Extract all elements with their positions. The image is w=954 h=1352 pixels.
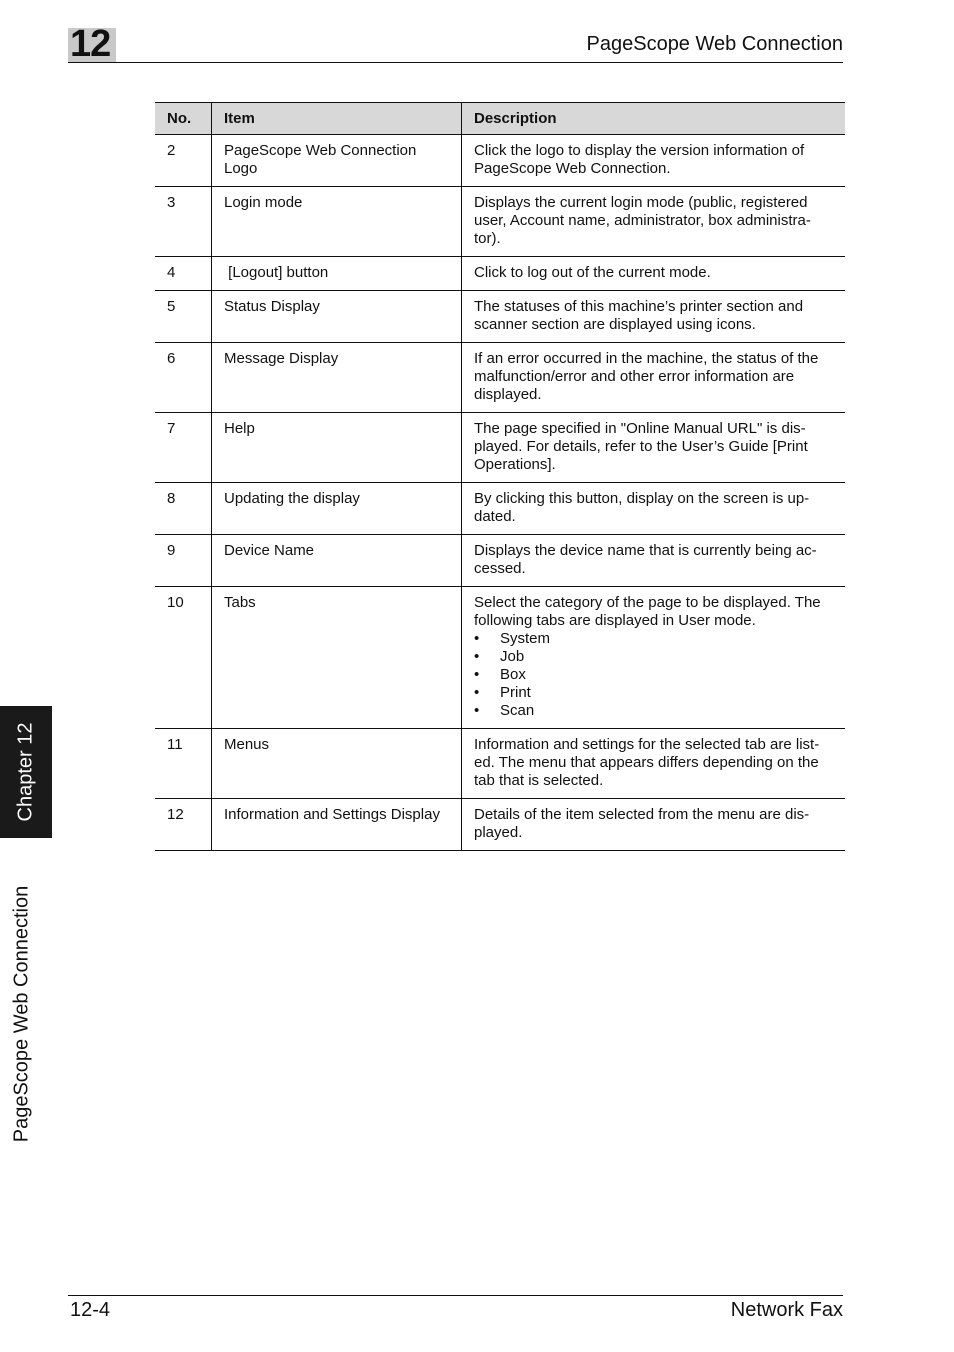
header-rule <box>68 62 843 63</box>
row-item: Help <box>212 413 462 483</box>
table-row <box>155 587 845 729</box>
row-item: Status Display <box>212 291 462 343</box>
table-row <box>155 799 845 851</box>
row-description: Displays the device name that is currently being ac-cessed. <box>462 535 846 587</box>
bullet-dot-icon: • <box>474 630 480 647</box>
row-number: 4 <box>155 257 212 291</box>
bullet-dot-icon: • <box>474 648 480 665</box>
row-description: Information and settings for the selected tab are list-ed. The menu that appears differs depending on the tab that is selected. <box>462 729 846 799</box>
row-item: Menus <box>212 729 462 799</box>
row-description: Select the category of the page to be displayed. The following tabs are displayed in User mode. <box>474 594 821 629</box>
row-description: Displays the current login mode (public, registered user, Account name, administrator, box administra-tor). <box>462 187 846 257</box>
side-chapter-label: Chapter 12 <box>14 722 37 822</box>
table-row <box>155 343 845 413</box>
row-number: 9 <box>155 535 212 587</box>
row-number: 6 <box>155 343 212 413</box>
bullet-label: Box <box>500 666 526 683</box>
description-table <box>155 102 845 851</box>
row-number: 11 <box>155 729 212 799</box>
table-row <box>155 729 845 799</box>
bullet-label: Scan <box>500 702 535 719</box>
row-number: 5 <box>155 291 212 343</box>
row-item: PageScope Web Connection Logo <box>212 135 462 187</box>
row-number: 3 <box>155 187 212 257</box>
row-description: Details of the item selected from the menu are dis-played. <box>462 799 846 851</box>
row-item: Login mode <box>212 187 462 257</box>
table-row <box>155 413 845 483</box>
row-item: Tabs <box>212 587 462 729</box>
footer-section: Network Fax <box>730 1299 843 1321</box>
row-number: 12 <box>155 799 212 851</box>
row-description: The statuses of this machine’s printer section and scanner section are displayed using icons. <box>462 291 846 343</box>
row-description: If an error occurred in the machine, the status of the malfunction/error and other error information are displayed. <box>462 343 846 413</box>
row-description: Click to log out of the current mode. <box>462 257 846 291</box>
row-item: Updating the display <box>212 483 462 535</box>
bullet-item <box>474 684 833 702</box>
table-row <box>155 135 845 187</box>
table-row <box>155 187 845 257</box>
column-header-description: Description <box>462 103 846 135</box>
column-header-no: No. <box>155 103 212 135</box>
row-number: 8 <box>155 483 212 535</box>
row-item: Device Name <box>212 535 462 587</box>
header-title: PageScope Web Connection <box>586 33 843 55</box>
bullet-item <box>474 702 833 720</box>
table-header-row <box>155 103 845 135</box>
row-number: 7 <box>155 413 212 483</box>
bullet-item <box>474 630 833 648</box>
bullet-dot-icon: • <box>474 702 480 719</box>
row-item: Information and Settings Display <box>212 799 462 851</box>
bullet-label: System <box>500 630 551 647</box>
bullet-label: Print <box>500 684 531 701</box>
table-row <box>155 483 845 535</box>
bullet-label: Job <box>500 648 525 665</box>
bullet-item <box>474 648 833 666</box>
side-section-label: PageScope Web Connection <box>10 885 33 1143</box>
column-header-item: Item <box>212 103 462 135</box>
footer-page-number: 12-4 <box>70 1299 111 1321</box>
bullet-dot-icon: • <box>474 666 480 683</box>
table-body <box>155 135 845 851</box>
footer-rule <box>68 1295 843 1296</box>
row-description: The page specified in "Online Manual URL" is dis-played. For details, refer to the User’s Guide [Print Operations]. <box>462 413 846 483</box>
table-row <box>155 291 845 343</box>
table-row <box>155 257 845 291</box>
table-row <box>155 535 845 587</box>
row-description: Click the logo to display the version information of PageScope Web Connection. <box>462 135 846 187</box>
bullet-dot-icon: • <box>474 684 480 701</box>
row-description-with-list <box>462 587 846 729</box>
chapter-number: 12 <box>70 23 111 65</box>
row-item: Message Display <box>212 343 462 413</box>
row-description: By clicking this button, display on the screen is up-dated. <box>462 483 846 535</box>
row-item: [Logout] button <box>212 257 462 291</box>
row-number: 2 <box>155 135 212 187</box>
bullet-item <box>474 666 833 684</box>
row-number: 10 <box>155 587 212 729</box>
